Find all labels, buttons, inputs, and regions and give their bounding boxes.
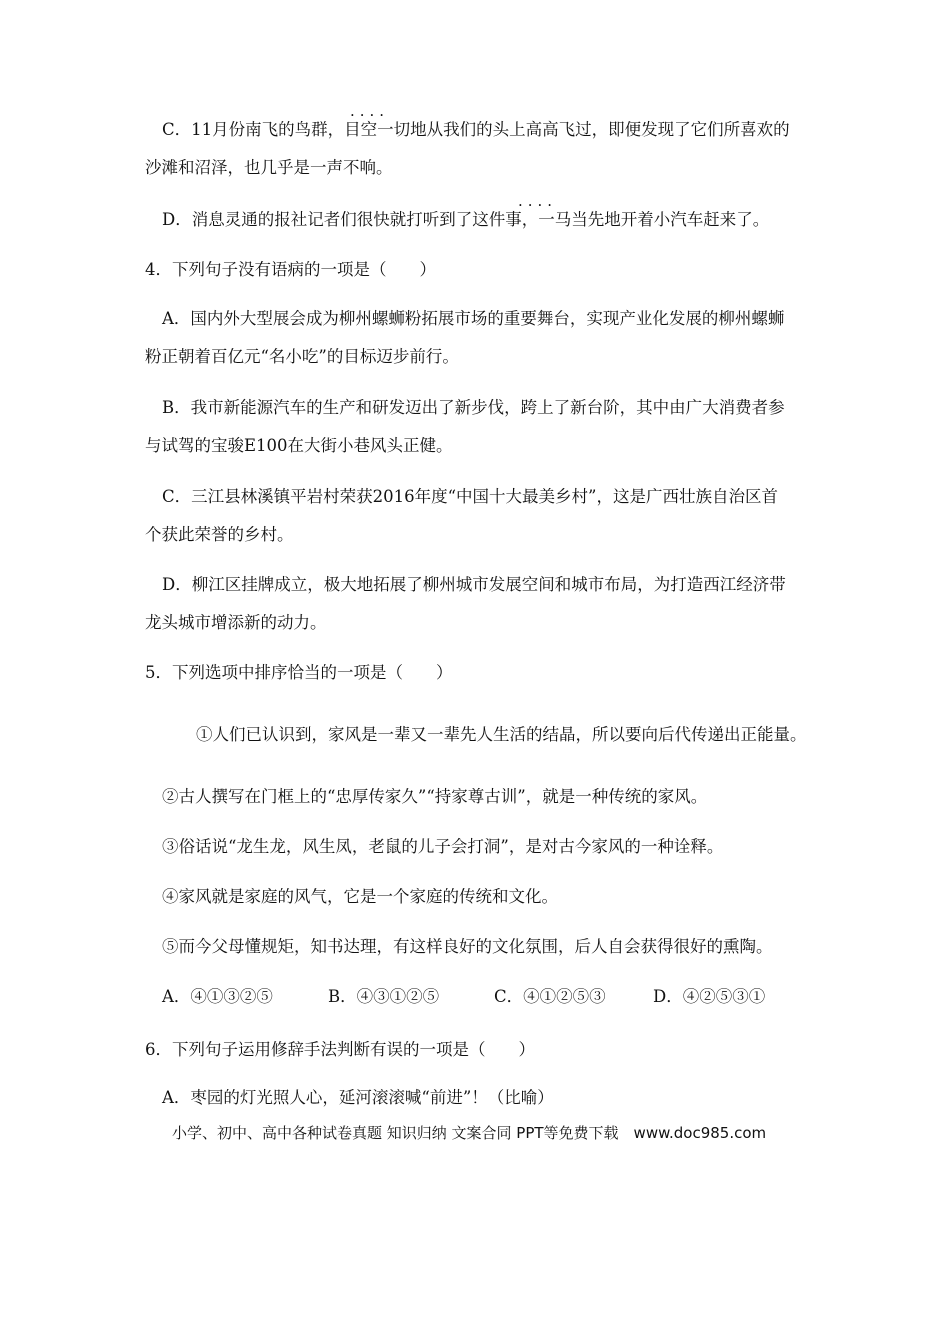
q5-option-d: D．④②⑤③① bbox=[653, 987, 766, 1006]
q4-option-b-line2: 与试驾的宝骏E100在大街小巷风头正健。 bbox=[145, 436, 453, 455]
footer-download-notice: 小学、初中、高中各种试卷真题 知识归纳 文案合同 PPT等免费下载 www.doc985.com bbox=[172, 1124, 767, 1142]
q5-option-a: A．④①③②⑤ bbox=[162, 987, 273, 1006]
q5-sentence-3: ③俗话说“龙生龙，风生凤，老鼠的儿子会打洞”，是对古今家风的一种诠释。 bbox=[162, 837, 724, 856]
q4-option-c-line1: C．三江县林溪镇平岩村荣获2016年度“中国十大最美乡村”，这是广西壮族自治区首 bbox=[162, 487, 778, 506]
q5-sentence-5: ⑤而今父母懂规矩，知书达理，有这样良好的文化氛围，后人自会获得很好的熏陶。 bbox=[162, 937, 773, 956]
q4-option-d-line1: D．柳江区挂牌成立，极大地拓展了柳州城市发展空间和城市布局，为打造西江经济带 bbox=[162, 575, 786, 594]
q4-option-b-line1: B．我市新能源汽车的生产和研发迈出了新步伐，跨上了新台阶，其中由广大消费者参 bbox=[162, 398, 785, 417]
q5-sentence-2: ②古人撰写在门框上的“忠厚传家久”“持家尊古训”，就是一种传统的家风。 bbox=[162, 787, 708, 806]
q4-option-d-line2: 龙头城市增添新的动力。 bbox=[145, 613, 327, 632]
q3-option-c-line1: C．11月份南飞的鸟群，目空一切地从我们的头上高高飞过，即便发现了它们所喜欢的 bbox=[162, 120, 790, 139]
emphasis-dots-yimadangxian: ···· bbox=[518, 196, 558, 214]
q6-option-a-line1: A．枣园的灯光照人心，延河滚滚喊“前进”！（比喻） bbox=[162, 1088, 554, 1107]
q5-option-b: B．④③①②⑤ bbox=[328, 987, 440, 1006]
q5-sentence-4: ④家风就是家庭的风气，它是一个家庭的传统和文化。 bbox=[162, 887, 558, 906]
q3-option-d-line1: D．消息灵通的报社记者们很快就打听到了这件事，一马当先地开着小汽车赶来了。 bbox=[162, 210, 770, 229]
q4-stem: 4．下列句子没有语病的一项是（ ） bbox=[145, 260, 436, 279]
emphasis-dots-mukong: ···· bbox=[350, 106, 390, 124]
q5-sentence-1: ①人们已认识到，家风是一辈又一辈先人生活的结晶，所以要向后代传递出正能量。 bbox=[196, 725, 807, 744]
q5-option-c: C．④①②⑤③ bbox=[494, 987, 606, 1006]
q4-option-a-line1: A．国内外大型展会成为柳州螺蛳粉拓展市场的重要舞台，实现产业化发展的柳州螺蛳 bbox=[162, 309, 785, 328]
q5-stem: 5．下列选项中排序恰当的一项是（ ） bbox=[145, 663, 453, 682]
q6-stem: 6．下列句子运用修辞手法判断有误的一项是（ ） bbox=[145, 1040, 535, 1059]
q4-option-a-line2: 粉正朝着百亿元“名小吃”的目标迈步前行。 bbox=[145, 347, 459, 366]
q3-option-c-line2: 沙滩和沼泽，也几乎是一声不响。 bbox=[145, 158, 393, 177]
q4-option-c-line2: 个获此荣誉的乡村。 bbox=[145, 525, 294, 544]
